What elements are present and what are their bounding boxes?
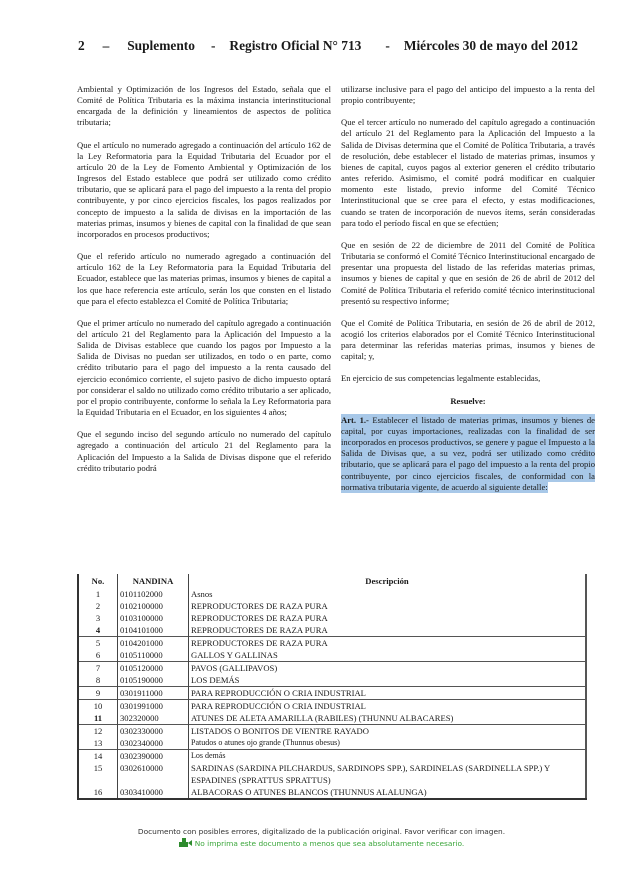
cell-descripcion: REPRODUCTORES DE RAZA PURA [189, 612, 587, 624]
table-row [78, 725, 586, 738]
paragraph: Que el segundo inciso del segundo artículo no numerado del capítulo agregado a continuación del artículo 21 del Reglamento para la Aplicación del Impuesto a la Salida de Divisas dispone que el referido crédito tributario podrá [77, 429, 331, 473]
table-header-row [78, 574, 586, 588]
selected-text[interactable] [341, 414, 595, 493]
paragraph: Ambiental y Optimización de los Ingresos del Estado, señala que el Comité de Política Tributaria es la máxima instancia interinstitucional encargada de la definición y lineamientos de aspectos de política tributaria; [77, 84, 331, 128]
cell-nandina: 0302330000 [118, 725, 189, 738]
cell-descripcion: REPRODUCTORES DE RAZA PURA [189, 637, 587, 650]
paragraph: En ejercicio de sus competencias legalmente establecidas, [341, 373, 541, 384]
table-row [78, 612, 586, 624]
cell-descripcion: PARA REPRODUCCIÓN O CRIA INDUSTRIAL [189, 687, 587, 700]
nandina-table [77, 574, 587, 800]
cell-no: 8 [95, 675, 101, 685]
cell-nandina: 0301911000 [118, 687, 189, 700]
printer-icon [179, 838, 193, 847]
cell-descripcion: LISTADOS O BONITOS DE VIENTRE RAYADO [189, 725, 587, 738]
cell-no: 2 [95, 601, 101, 611]
paragraph: Que en sesión de 22 de diciembre de 2011 del Comité de Política Tributaria se conformó el Comité Técnico Interinstitucional encargado de presentar una propuesta del listado de las referidas materias primas, insumos y bienes de capital y que en sesión de 26 de abril de 2012 del Comité de Política Tributaria el referido comité técnico interinstitucional presentó su respectivo informe; [341, 239, 595, 306]
table-row [78, 649, 586, 662]
header-descripcion: Descripción [189, 574, 587, 588]
paragraph: Que el artículo no numerado agregado a continuación del artículo 162 de la Ley Reformatoria para la Equidad Tributaria del Ecuador por el artículo 20 de la Ley de Fomento Ambiental y Optimización de los Ingresos del Estado establece que podrá ser utilizado como crédito tributario, que se aplicará para el pago del impuesto a la renta del propio contribuyente, y por cinco ejercicios fiscales, los pagos realizados por concepto de impuesto a la salida de divisas en la importación de las materias primas, insumos y bienes de capital con la finalidad de que sean incorporados en procesos productivos; [77, 139, 331, 239]
table-row [78, 737, 586, 750]
table-row [78, 674, 586, 687]
cell-descripcion: REPRODUCTORES DE RAZA PURA [189, 600, 587, 612]
cell-nandina: 0302390000 [118, 750, 189, 763]
registry-number: Registro Oficial N° 713 [229, 38, 362, 53]
page-number: 2 [78, 38, 85, 53]
cell-no: 1 [95, 589, 101, 599]
cell-nandina: 0302610000 [118, 762, 189, 786]
cell-no: 11 [93, 713, 103, 723]
header-dash: – [102, 38, 110, 53]
table-row [78, 588, 586, 600]
cell-nandina: 0105190000 [118, 674, 189, 687]
cell-no: 6 [95, 650, 101, 660]
print-notice [0, 838, 643, 850]
table-row [78, 600, 586, 612]
paragraph: Que el referido artículo no numerado agregado a continuación del artículo 162 de la Ley Reformatoria para la Equidad Tributaria del Ecuador, establece que las materias primas, insumos y bienes de capital a los que hace referencia este artículo, serán los que consten en el listado que para el efecto establezca el Comité de Política Tributaria; [77, 251, 331, 306]
page-header [78, 38, 578, 54]
cell-no: 10 [78, 700, 118, 713]
cell-nandina: 0104201000 [118, 637, 189, 650]
article-1[interactable] [341, 415, 595, 493]
cell-nandina: 0302340000 [118, 737, 189, 750]
cell-no: 13 [93, 738, 103, 748]
cell-no: 3 [95, 613, 101, 623]
cell-descripcion: Asnos [189, 588, 587, 600]
paragraph: Que el tercer artículo no numerado del capítulo agregado a continuación del artículo 21 del Reglamento para la Aplicación del Impuesto a la Salida de Divisas determina que el Comité de Política Tributaria, a través de resolución, debe establecer el listado de materias primas, insumos y bienes de capital, cuyos pagos al exterior generen el crédito tributario antes referido. Asimismo, el comité podrá modificar en cualquier momento este listado, previo informe del Comité Técnico Interinstitucional que se cree para el efecto, y estas modificaciones, cuando se traten de incorporación de nuevos ítems, serán consideradas para todo el período fiscal en que se efectúen; [341, 117, 595, 228]
cell-descripcion: PAVOS (GALLIPAVOS) [189, 662, 587, 675]
cell-no: 12 [78, 725, 118, 738]
table-row [78, 762, 586, 786]
print-notice-text: No imprima este documento a menos que sea absolutamente necesario. [194, 839, 465, 848]
cell-descripcion: Los demás [189, 750, 587, 763]
cell-nandina: 0101102000 [118, 588, 189, 600]
page-footer [0, 826, 643, 850]
table-row [78, 786, 586, 799]
supplement-label: Suplemento [127, 38, 195, 53]
cell-no: 4 [95, 625, 101, 635]
paragraph: Que el Comité de Política Tributaria, en sesión de 26 de abril de 2012, acogió los criterios elaborados por el Comité Técnico Interinstitucional para determinar las referidas materias primas, insumos y bienes de capital; y, [341, 317, 595, 362]
cell-nandina: 0103100000 [118, 612, 189, 624]
cell-nandina: 0105110000 [118, 649, 189, 662]
cell-nandina: 0102100000 [118, 600, 189, 612]
table-row [78, 700, 586, 713]
header-separator-2: - [385, 38, 390, 53]
table-row [78, 624, 586, 637]
cell-descripcion: Patudos o atunes ojo grande (Thunnus obesus) [189, 737, 587, 750]
cell-no: 16 [93, 787, 103, 797]
table-row [78, 687, 586, 700]
header-no: No. [91, 576, 105, 586]
header-separator: - [210, 38, 216, 53]
cell-descripcion: ALBACORAS O ATUNES BLANCOS (THUNNUS ALALUNGA) [189, 786, 587, 799]
article-label: Art. 1.- [341, 414, 369, 425]
cell-no: 7 [78, 662, 118, 675]
cell-descripcion: ATUNES DE ALETA AMARILLA (RABILES) (THUNNU ALBACARES) [189, 712, 587, 725]
table-row [78, 637, 586, 650]
header-nandina: NANDINA [118, 574, 189, 588]
paragraph: Que el primer artículo no numerado del capítulo agregado a continuación del artículo 21 del Reglamento para la Aplicación del Impuesto a la Salida de Divisas establece que cuando los pagos por Impuesto a la Salida de Divisas no puedan ser utilizados, en todo o en parte, como crédito tributario para el pago del impuesto a la renta causado del ejercicio económico corriente, el sujeto pasivo de dicho impuesto optará por considerar el saldo no utilizado como crédito tributario a ser aplicado, por el propio contribuyente, conforme lo señala la Ley Reformatoria para la Equidad Tributaria en el Ecuador, en los siguientes 4 años; [77, 317, 331, 418]
cell-nandina: 0303410000 [118, 786, 189, 799]
cell-descripcion: SARDINAS (SARDINA PILCHARDUS, SARDINOPS SPP.), SARDINELAS (SARDINELLA SPP.) Y ESPADINES (SPRATTUS SPRATTUS) [189, 762, 587, 786]
cell-nandina: 302320000 [118, 712, 189, 725]
cell-nandina: 0301991000 [118, 700, 189, 713]
cell-no: 5 [78, 637, 118, 650]
paragraph: utilizarse inclusive para el pago del anticipo del impuesto a la renta del propio contribuyente; [341, 84, 595, 106]
left-column [77, 84, 331, 485]
cell-no: 9 [78, 687, 118, 700]
resolution-heading: Resuelve: [450, 395, 486, 406]
cell-descripcion: PARA REPRODUCCIÓN O CRIA INDUSTRIAL [189, 700, 587, 713]
cell-no: 14 [78, 750, 118, 763]
cell-nandina: 0105120000 [118, 662, 189, 675]
disclaimer-text: Documento con posibles errores, digitalizado de la publicación original. Favor verificar con imagen. [137, 827, 506, 836]
cell-no: 15 [93, 763, 103, 773]
table-row [78, 712, 586, 725]
table-row [78, 750, 586, 763]
table-row [78, 662, 586, 675]
cell-descripcion: REPRODUCTORES DE RAZA PURA [189, 624, 587, 637]
cell-descripcion: GALLOS Y GALLINAS [189, 649, 587, 662]
article-text: Establecer el listado de materias primas, insumos y bienes de capital, por cuyas importaciones, realizadas con la finalidad de ser incorporados en procesos productivos, se genere y pague el Impuesto a la Salida de Divisas que, a su vez, podrá ser utilizado como crédito tributario, que se aplicará para el pago del impuesto a la renta del propio contribuyente, por cinco ejercicios fiscales, de conformidad con la normativa tributaria vigente, de acuerdo al siguiente detalle: [341, 414, 595, 492]
cell-descripcion: LOS DEMÁS [189, 674, 587, 687]
right-column [341, 84, 595, 504]
publication-date: Miércoles 30 de mayo del 2012 [403, 38, 578, 53]
cell-nandina: 0104101000 [118, 624, 189, 637]
